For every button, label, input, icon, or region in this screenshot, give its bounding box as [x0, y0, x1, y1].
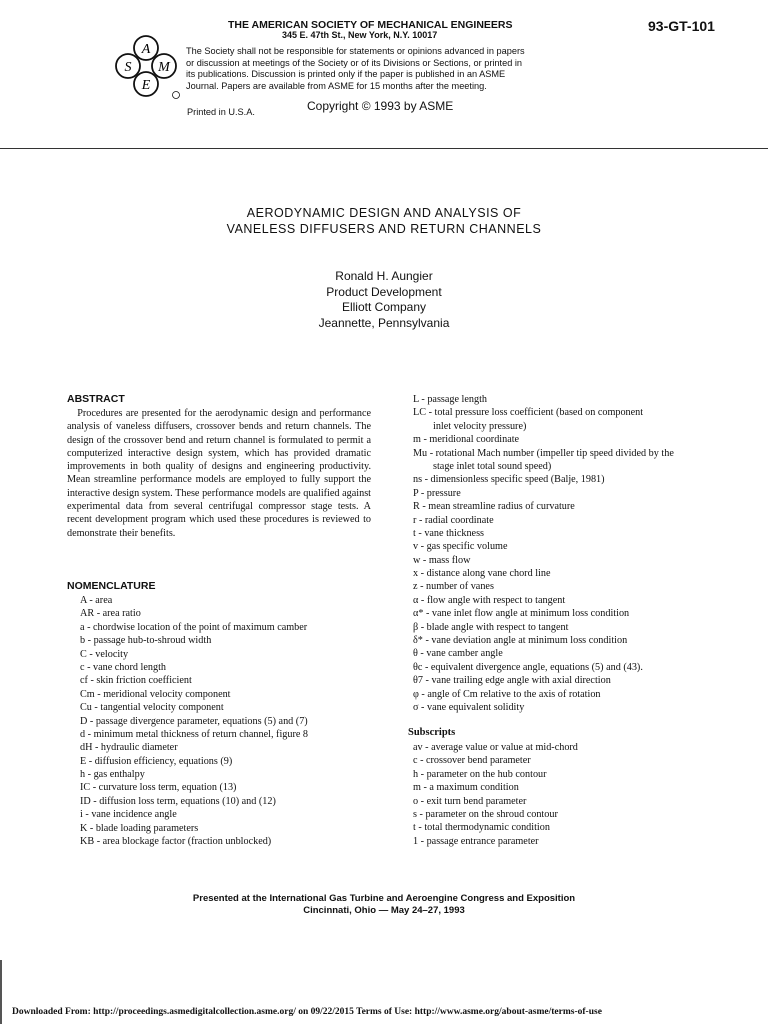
presented-note	[0, 893, 768, 917]
list-item: θc - equivalent divergence angle, equations (5) and (43).	[413, 661, 643, 673]
list-item: ns - dimensionless specific speed (Balje, 1981)	[413, 474, 605, 486]
list-item: v - gas specific volume	[413, 541, 508, 553]
list-item: K - blade loading parameters	[80, 822, 199, 834]
list-item: D - passage divergence parameter, equations (5) and (7)	[80, 715, 308, 727]
abstract-text	[67, 407, 371, 540]
list-item: E - diffusion efficiency, equations (9)	[80, 755, 233, 767]
list-item: ID - diffusion loss term, equations (10) and (12)	[80, 795, 276, 807]
list-item: L - passage length	[413, 394, 488, 405]
list-item: z - number of vanes	[413, 581, 494, 593]
list-item: α* - vane inlet flow angle at minimum loss condition	[413, 608, 630, 620]
presented-line-2: Cincinnati, Ohio — May 24–27, 1993	[303, 905, 465, 916]
list-item: t - vane thickness	[413, 527, 485, 539]
logo-letter-e: E	[141, 78, 151, 93]
author-name: Ronald H. Aungier	[335, 269, 433, 283]
list-item: cf - skin friction coefficient	[80, 675, 192, 687]
title-line-1: AERODYNAMIC DESIGN AND ANALYSIS OF	[246, 206, 522, 220]
list-item: s - parameter on the shroud contour	[413, 808, 558, 820]
list-item: Mu - rotational Mach number (impeller tip speed divided by the	[413, 447, 674, 459]
list-item: θ - vane camber angle	[413, 648, 503, 660]
title-line-2: VANELESS DIFFUSERS AND RETURN CHANNELS	[226, 222, 542, 236]
list-item: σ - vane equivalent solidity	[413, 701, 525, 713]
society-name: THE AMERICAN SOCIETY OF MECHANICAL ENGINEERS	[228, 19, 513, 31]
list-item: r - radial coordinate	[413, 514, 494, 526]
logo-letter-m: M	[158, 60, 170, 75]
list-item: m - a maximum condition	[413, 782, 519, 794]
abstract-heading: ABSTRACT	[67, 393, 125, 405]
list-item: A - area	[80, 595, 113, 606]
paper-title	[0, 205, 768, 237]
list-item-continuation: stage inlet total sound speed)	[433, 460, 552, 472]
list-item: av - average value or value at mid-chord	[413, 742, 578, 753]
list-item: IC - curvature loss term, equation (13)	[80, 782, 237, 794]
list-item: Cm - meridional velocity component	[80, 688, 231, 700]
list-item: t - total thermodynamic condition	[413, 822, 550, 834]
subscripts-list	[413, 741, 713, 848]
list-item: β - blade angle with respect to tangent	[413, 621, 569, 633]
list-item: d - minimum metal thickness of return channel, figure 8	[80, 728, 309, 740]
society-address: 345 E. 47th St., New York, N.Y. 10017	[282, 30, 438, 40]
list-item: α - flow angle with respect to tangent	[413, 594, 566, 606]
logo-letter-a: A	[141, 42, 151, 57]
scan-edge-mark	[0, 960, 2, 1024]
list-item: c - crossover bend parameter	[413, 755, 531, 767]
list-item: AR - area ratio	[80, 608, 141, 620]
header-divider	[0, 148, 768, 149]
list-item: b - passage hub-to-shroud width	[80, 635, 212, 647]
list-item: o - exit turn bend parameter	[413, 795, 527, 807]
list-item: R - mean streamline radius of curvature	[413, 501, 575, 513]
disclaimer-text: The Society shall not be responsible for statements or opinions advanced in papers or discussion at meetings of the Society or of its Divisions or Sections, or printed in its publications. Discussion is printed only if the paper is published in an ASME Journal. Papers are available from ASME for 15 months after the meeting.	[186, 46, 525, 91]
list-item: m - meridional coordinate	[413, 434, 520, 446]
author-location: Jeannette, Pennsylvania	[318, 315, 450, 330]
list-item: φ - angle of Cm relative to the axis of rotation	[413, 688, 601, 700]
list-item: θ7 - vane trailing edge angle with axial direction	[413, 675, 611, 687]
list-item: a - chordwise location of the point of maximum camber	[80, 621, 308, 633]
nomenclature-list-right	[413, 393, 713, 714]
nomenclature-list	[80, 594, 380, 848]
list-item: i - vane incidence angle	[80, 809, 177, 821]
author-department: Product Development	[326, 284, 442, 299]
list-item: KB - area blockage factor (fraction unblocked)	[80, 836, 272, 848]
paper-number: 93-GT-101	[648, 18, 715, 34]
list-item: h - gas enthalpy	[80, 769, 145, 781]
list-item: x - distance along vane chord line	[413, 568, 551, 580]
list-item-continuation: inlet velocity pressure)	[433, 420, 527, 432]
list-item: w - mass flow	[413, 554, 471, 566]
list-item: 1 - passage entrance parameter	[413, 835, 539, 847]
subscripts-heading: Subscripts	[408, 727, 456, 738]
author-block	[0, 269, 768, 331]
nomenclature-heading: NOMENCLATURE	[67, 580, 156, 592]
printed-in: Printed in U.S.A.	[187, 107, 255, 117]
list-item: Cu - tangential velocity component	[80, 702, 224, 714]
list-item: δ* - vane deviation angle at minimum loss condition	[413, 635, 628, 647]
list-item: c - vane chord length	[80, 661, 166, 673]
list-item: h - parameter on the hub contour	[413, 768, 547, 780]
list-item: C - velocity	[80, 648, 129, 660]
presented-line-1: Presented at the International Gas Turbine and Aeroengine Congress and Exposition	[192, 893, 576, 904]
download-notice: Downloaded From: http://proceedings.asmedigitalcollection.asme.org/ on 09/22/2015 Terms of Use: http://www.asme.org/about-asme/terms-of-use	[12, 1007, 602, 1017]
list-item: LC - total pressure loss coefficient (based on component	[413, 407, 644, 419]
copyright: Copyright © 1993 by ASME	[307, 99, 454, 113]
logo-letter-s: S	[124, 60, 132, 75]
list-item: P - pressure	[413, 487, 461, 499]
author-company: Elliott Company	[341, 300, 427, 314]
abstract-body: Procedures are presented for the aerodynamic design and performance analysis of vaneless diffusers, crossover bends and return channels. The design of the crossover bend and return channel is formulated to permit a computerized interactive design system, which has provided dramatic improvements in both quality of designs and engineering productivity. Mean streamline performance models are employed to fully support the interactive design system. These performance models are qualified against experimental data from several centrifugal compressor stage tests. A recent development program which used these procedures is reviewed to demonstrate their benefits.	[67, 408, 371, 539]
asme-logo	[110, 30, 182, 102]
list-item: dH - hydraulic diameter	[80, 742, 178, 754]
